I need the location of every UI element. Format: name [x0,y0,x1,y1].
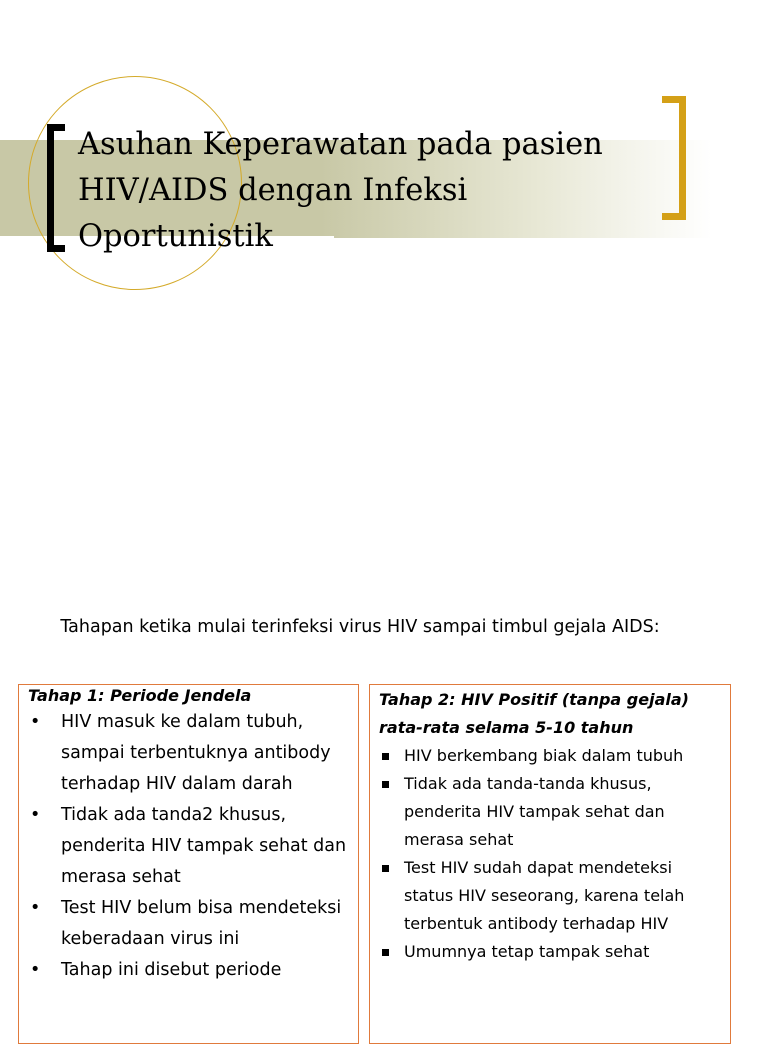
list-item [28,707,352,800]
list-item-text: Test HIV sudah dapat mendeteksi status HIV seseorang, karena telah terbentuk antibody terhadap HIV [404,858,685,933]
bullet-icon: • [30,805,41,825]
list-item-text: HIV masuk ke dalam tubuh, sampai terbentuknya antibody terhadap HIV dalam darah [61,712,331,794]
list-item [28,800,352,893]
list-item [28,955,352,986]
list-item-text: Tidak ada tanda2 khusus, penderita HIV tampak sehat dan merasa sehat [61,805,347,887]
square-bullet-icon [382,753,389,760]
slide-title: Asuhan Keperawatan pada pasien HIV/AIDS dengan Infeksi Oportunistik [78,127,603,254]
square-bullet-icon [382,781,389,788]
stage-2-title: Tahap 2: HIV Positif (tanpa gejala) rata-rata selama 5-10 tahun [379,690,689,737]
square-bullet-icon [382,865,389,872]
list-item [379,770,724,854]
bullet-icon: • [30,712,41,732]
list-item [379,854,724,938]
list-item [28,893,352,955]
list-item-text: Tidak ada tanda-tanda khusus, penderita HIV tampak sehat dan merasa sehat [404,774,665,849]
left-bracket-icon [47,124,65,252]
slide-subtitle: Tahapan ketika mulai terinfeksi virus HIV sampai timbul gejala AIDS: [60,617,660,637]
right-bracket-icon [662,96,686,220]
stage-2-panel [369,684,731,1044]
stage-2-list [379,742,724,966]
list-item [379,742,724,770]
bullet-icon: • [30,898,41,918]
list-item-text: HIV berkembang biak dalam tubuh [404,746,684,765]
bullet-icon: • [30,960,41,980]
list-item-text: Test HIV belum bisa mendeteksi keberadaan virus ini [61,898,342,949]
stage-1-list [28,707,352,986]
stage-1-panel [18,684,359,1044]
list-item [379,938,724,966]
square-bullet-icon [382,949,389,956]
list-item-text: Tahap ini disebut periode [61,960,282,980]
stage-1-title: Tahap 1: Periode Jendela [28,686,252,705]
list-item-text: Umumnya tetap tampak sehat [404,942,650,961]
